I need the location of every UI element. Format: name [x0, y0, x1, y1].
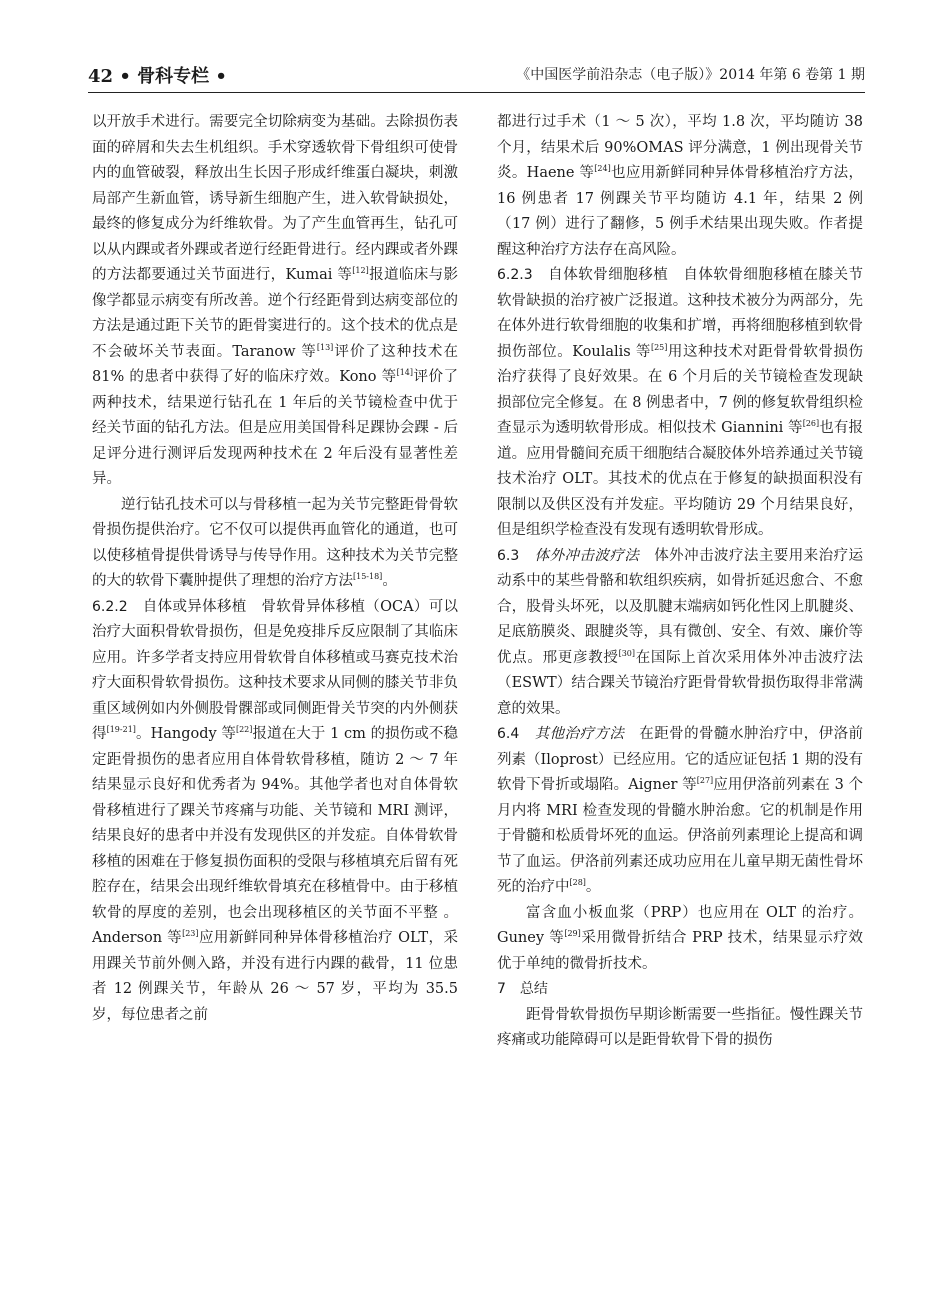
page-number: 42 — [88, 66, 114, 87]
paragraph: 都进行过手术（1 ～ 5 次），平均 1.8 次，平均随访 38 个月，结果术后 90%OMAS 评分满意，1 例出现骨关节炎。Haene 等[24]也应用新鲜同种异体骨移植治疗方法，16 例患者 17 例踝关节平均随访 4.1 年，结果 2 例（17 例）进行了翻修，5 例手术结果出现失败。作者提醒这种治疗方法存在高风险。 — [497, 114, 863, 258]
header-rule — [88, 92, 865, 93]
paragraph: 富含血小板血浆（PRP）也应用在 OLT 的治疗。Guney 等[29]采用微骨折结合 PRP 技术，结果显示疗效优于单纯的微骨折技术。 — [497, 904, 863, 972]
section-number: 6.4 — [497, 726, 520, 742]
citation: [27] — [696, 776, 714, 785]
paragraph: 以开放手术进行。需要完全切除病变为基础。去除损伤表面的碎屑和失去生机组织。手术穿透软骨下骨组织可使骨内的血管破裂，释放出生长因子形成纤维蛋白凝块，刺激局部产生新血管，诱导新生细胞产生，进入软骨缺损处，最终的修复成分为纤维软骨。为了产生血管再生，钻孔可以从内踝或者外踝或者逆行经距骨进行。经内踝或者外踝的方法都要通过关节面进行，Kumai 等[12]报道临床与影像学都显示病变有所改善。逆个行经距骨到达病变部位的方法是通过距下关节的距骨窦进行的。这个技术的优点是不会破坏关节表面。Taranow 等[13]评价了这种技术在 81% 的患者中获得了好的临床疗效。Kono 等[14]评价了两种技术，结果逆行钻孔在 1 年后的关节镜检查中优于经关节面的钻孔方法。但是应用美国骨科足踝协会踝 - 后足评分进行测评后发现两种技术在 2 年后没有显著性差异。 — [92, 114, 459, 487]
paragraph: 6.4 其他治疗方法 在距骨的骨髓水肿治疗中，伊洛前列素（Iloprost）已经应用。它的适应证包括 1 期的没有软骨下骨折或塌陷。Aigner 等[27]应用伊洛前列素在 3 个月内将 MRI 检查发现的骨髓水肿治愈。它的机制是作用于骨髓和松质骨坏死的血运。伊洛前列素理论上提高和调节了血运。伊洛前列素还成功应用在儿童早期无菌性骨坏死的治疗中[28]。 — [497, 726, 864, 895]
section-heading: 总结 — [519, 981, 548, 997]
right-column — [497, 110, 863, 1054]
citation: [22] — [235, 725, 253, 734]
section-heading: 自体软骨细胞移植 — [548, 267, 669, 283]
section-number: 7 — [497, 981, 506, 997]
paragraph: 逆行钻孔技术可以与骨移植一起为关节完整距骨骨软骨损伤提供治疗。它不仅可以提供再血管化的通道，也可以使移植骨提供骨诱导与传导作用。这种技术为关节完整的大的软骨下囊肿提供了理想的治疗方法[15-18]。 — [92, 496, 458, 589]
section-title: 骨科专栏 — [137, 66, 210, 87]
citation: [30] — [618, 648, 636, 658]
section-title-summary — [497, 977, 863, 1003]
section-number: 6.2.3 — [497, 267, 533, 283]
bullet: • — [215, 66, 227, 87]
citation: [28] — [569, 878, 586, 887]
section-heading: 自体或异体移植 — [142, 598, 247, 615]
citation: [23] — [182, 929, 199, 938]
paragraph: 6.2.3 自体软骨细胞移植 自体软骨细胞移植在膝关节软骨缺损的治疗被广泛报道。这种技术被分为两部分，先在体外进行软骨细胞的收集和扩增，再将细胞移植到软骨损伤部位。Koulalis 等[25]用这种技术对距骨骨软骨损伤治疗获得了良好效果。在 6 个月后的关节镜检查发现缺损部位完全修复。在 8 例患者中，7 例的修复软骨组织检查显示为透明软骨形成。相似技术 Giannini 等[26]也有报道。应用骨髓间充质干细胞结合凝胶体外培养通过关节镜技术治疗 OLT。其技术的优点在于修复的缺损面积没有限制以及供区没有并发症。平均随访 29 个月结果良好，但是组织学检查没有发现有透明软骨形成。 — [497, 267, 864, 538]
paragraph: 6.3 体外冲击波疗法 体外冲击波疗法主要用来治疗运动系中的某些骨骼和软组织疾病，如骨折延迟愈合、不愈合，股骨头坏死，以及肌腱末端病如钙化性冈上肌腱炎、足底筋膜炎、跟腱炎等，具有微创、安全、有效、廉价等优点。邢更彦教授[30]在国际上首次采用体外冲击波疗法（ESWT）结合踝关节镜治疗距骨骨软骨损伤取得非常满意的效果。 — [497, 547, 864, 717]
citation: [29] — [564, 929, 581, 938]
paragraph: 6.2.2 自体或异体移植 骨软骨异体移植（OCA）可以治疗大面积骨软骨损伤，但是免疫排斥反应限制了其临床应用。许多学者支持应用骨软骨自体移植或马赛克技术治疗大面积骨软骨损伤。这种技术要求从同侧的膝关节非负重区域例如内外侧股骨髁部或同侧距骨关节突的内外侧获得[19-21]。Hangody 等[22]报道在大于 1 cm 的损伤或不稳定距骨损伤的患者应用自体骨软骨移植，随访 2 ～ 7 年结果显示良好和优秀者为 94%。其他学者也对自体骨软骨移植进行了踝关节疼痛与功能、关节镜和 MRI 测评，结果良好的患者中并没有发现供区的并发症。自体骨软骨移植的困难在于修复损伤面积的受限与移植填充后留有死腔存在，结果会出现纤维软骨填充在移植骨中。由于移植软骨的厚度的差别，也会出现移植区的关节面不平整 。Anderson 等[23]应用新鲜同种异体骨移植治疗 OLT，采用踝关节前外侧入路，并没有进行内踝的截骨，11 位患者 12 例踝关节，年龄从 26 ～ 57 岁，平均为 35.5 岁，每位患者之前 — [92, 598, 459, 1023]
bullet: • — [119, 66, 138, 87]
citation: [12] — [352, 266, 369, 275]
citation: [14] — [396, 368, 414, 377]
section-heading: 其他治疗方法 — [534, 726, 625, 742]
section-number: 6.2.2 — [92, 598, 128, 615]
left-column — [92, 110, 458, 1028]
citation: [26] — [802, 419, 820, 428]
paragraph: 距骨骨软骨损伤早期诊断需要一些指征。慢性踝关节疼痛或功能障碍可以是距骨软骨下骨的损伤 — [497, 1006, 863, 1048]
citation: [24] — [594, 164, 611, 173]
citation: [25] — [650, 342, 668, 352]
citation: [15-18] — [353, 572, 383, 581]
page-header — [88, 62, 865, 92]
header-left — [88, 62, 227, 88]
section-number: 6.3 — [497, 547, 520, 564]
section-heading: 体外冲击波疗法 — [534, 547, 640, 564]
citation: [13] — [316, 342, 334, 352]
journal-title: 《中国医学前沿杂志（电子版）》2014 年第 6 卷第 1 期 — [516, 67, 865, 83]
citation: [19-21] — [106, 725, 136, 734]
